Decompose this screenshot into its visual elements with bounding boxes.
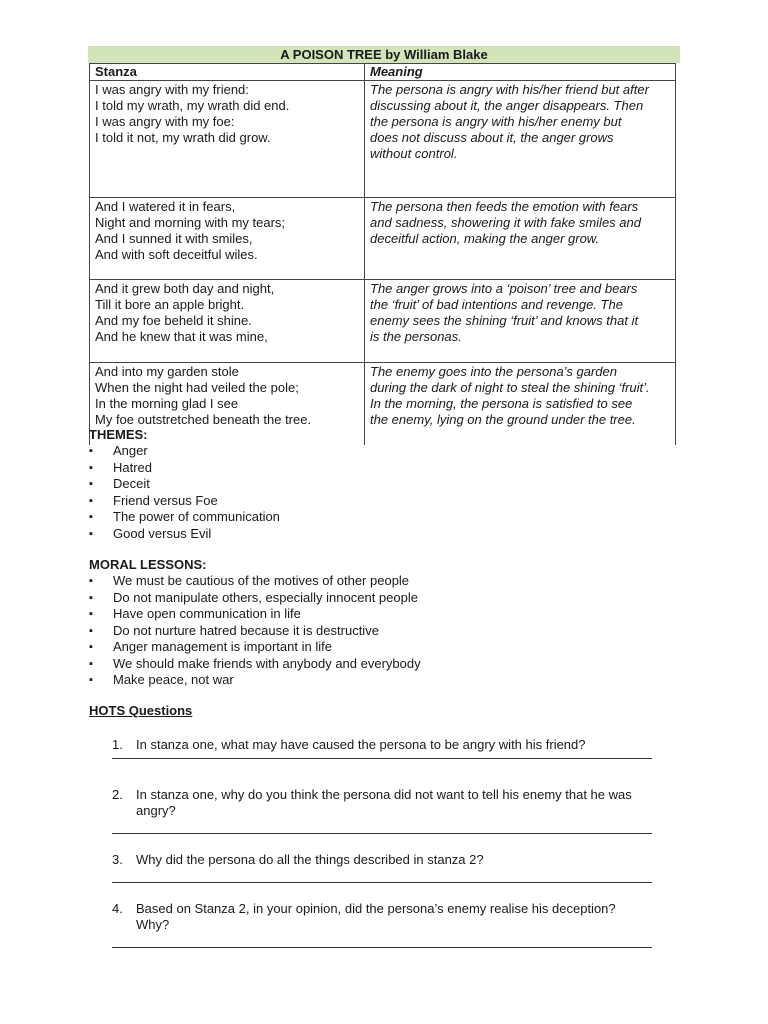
meaning-line: discussing about it, the anger disappears. Then — [370, 98, 644, 113]
stanza-cell — [90, 198, 365, 280]
stanza-cell — [90, 81, 365, 198]
stanza-line: And it grew both day and night, — [95, 281, 275, 296]
stanza-line: Night and morning with my tears; — [95, 215, 286, 230]
meaning-cell — [365, 81, 676, 198]
stanza-header: Stanza — [90, 64, 365, 81]
list-item: ▪ Anger management is important in life — [89, 639, 421, 656]
themes-section — [89, 427, 280, 542]
stanza-line: And he knew that it was mine, — [95, 329, 268, 344]
table-row — [90, 81, 676, 198]
meaning-line: during the dark of night to steal the shining ‘fruit’. — [370, 380, 650, 395]
stanza-line: I was angry with my friend: — [95, 82, 249, 97]
poem-table — [89, 63, 676, 445]
list-item: ▪ Good versus Evil — [89, 526, 280, 543]
question-text: In stanza one, why do you think the persona did not want to tell his enemy that he was angry? — [136, 787, 632, 818]
meaning-header: Meaning — [365, 64, 676, 81]
stanza-line: My foe outstretched beneath the tree. — [95, 412, 312, 427]
moral-lessons-heading: MORAL LESSONS: — [89, 557, 207, 572]
moral-lessons-list — [89, 573, 421, 689]
meaning-line: The anger grows into a ‘poison’ tree and bears — [370, 281, 638, 296]
meaning-line: without control. — [370, 146, 458, 161]
answer-line[interactable] — [112, 882, 652, 883]
question-number: 4. — [112, 901, 123, 916]
themes-heading: THEMES: — [89, 427, 148, 442]
question-item — [112, 901, 652, 948]
list-item: ▪ Hatred — [89, 460, 280, 477]
stanza-line: Till it bore an apple bright. — [95, 297, 245, 312]
stanza-line: And with soft deceitful wiles. — [95, 247, 258, 262]
question-text: Based on Stanza 2, in your opinion, did the persona’s enemy realise his deception? Why? — [136, 901, 616, 932]
question-text: Why did the persona do all the things described in stanza 2? — [136, 852, 484, 867]
meaning-line: does not discuss about it, the anger grows — [370, 130, 614, 145]
stanza-line: I told my wrath, my wrath did end. — [95, 98, 290, 113]
question-number: 1. — [112, 737, 123, 752]
meaning-line: is the personas. — [370, 329, 462, 344]
stanza-cell — [90, 280, 365, 363]
meaning-line: and sadness, showering it with fake smiles and — [370, 215, 641, 230]
table-row — [90, 280, 676, 363]
stanza-line: And I watered it in fears, — [95, 199, 236, 214]
list-item: ▪ Anger — [89, 443, 280, 460]
list-item: ▪ The power of communication — [89, 509, 280, 526]
stanza-line: In the morning glad I see — [95, 396, 239, 411]
meaning-line: the enemy, lying on the ground under the tree. — [370, 412, 636, 427]
stanza-line: And I sunned it with smiles, — [95, 231, 253, 246]
list-item: ▪ Friend versus Foe — [89, 493, 280, 510]
meaning-cell — [365, 363, 676, 445]
stanza-line: When the night had veiled the pole; — [95, 380, 299, 395]
moral-lessons-section — [89, 557, 421, 689]
stanza-line: And into my garden stole — [95, 364, 239, 379]
question-item — [112, 852, 652, 883]
document-title: A POISON TREE by William Blake — [88, 46, 680, 63]
table-row — [90, 198, 676, 280]
meaning-line: In the morning, the persona is satisfied to see — [370, 396, 633, 411]
stanza-line: I was angry with my foe: — [95, 114, 235, 129]
list-item: ▪ Do not manipulate others, especially innocent people — [89, 590, 421, 607]
table-header-row — [90, 64, 676, 81]
question-number: 3. — [112, 852, 123, 867]
meaning-line: the persona is angry with his/her enemy but — [370, 114, 622, 129]
list-item: ▪ We must be cautious of the motives of other people — [89, 573, 421, 590]
answer-line[interactable] — [112, 758, 652, 759]
hots-heading: HOTS Questions — [89, 703, 193, 718]
list-item: ▪ Do not nurture hatred because it is destructive — [89, 623, 421, 640]
meaning-line: the ‘fruit’ of bad intentions and revenge. The — [370, 297, 623, 312]
question-item — [112, 737, 652, 759]
meaning-cell — [365, 280, 676, 363]
question-text: In stanza one, what may have caused the persona to be angry with his friend? — [136, 737, 586, 752]
list-item: ▪ Deceit — [89, 476, 280, 493]
meaning-line: The enemy goes into the persona’s garden — [370, 364, 617, 379]
meaning-line: deceitful action, making the anger grow. — [370, 231, 600, 246]
themes-list — [89, 443, 280, 542]
question-item — [112, 787, 652, 834]
question-number: 2. — [112, 787, 123, 802]
stanza-line: And my foe beheld it shine. — [95, 313, 252, 328]
meaning-line: enemy sees the shining ‘fruit’ and knows that it — [370, 313, 639, 328]
meaning-line: The persona is angry with his/her friend but after — [370, 82, 649, 97]
list-item: ▪ Have open communication in life — [89, 606, 421, 623]
list-item: ▪ Make peace, not war — [89, 672, 421, 689]
meaning-line: The persona then feeds the emotion with fears — [370, 199, 639, 214]
answer-line[interactable] — [112, 833, 652, 834]
answer-line[interactable] — [112, 947, 652, 948]
meaning-cell — [365, 198, 676, 280]
stanza-line: I told it not, my wrath did grow. — [95, 130, 271, 145]
list-item: ▪ We should make friends with anybody and everybody — [89, 656, 421, 673]
